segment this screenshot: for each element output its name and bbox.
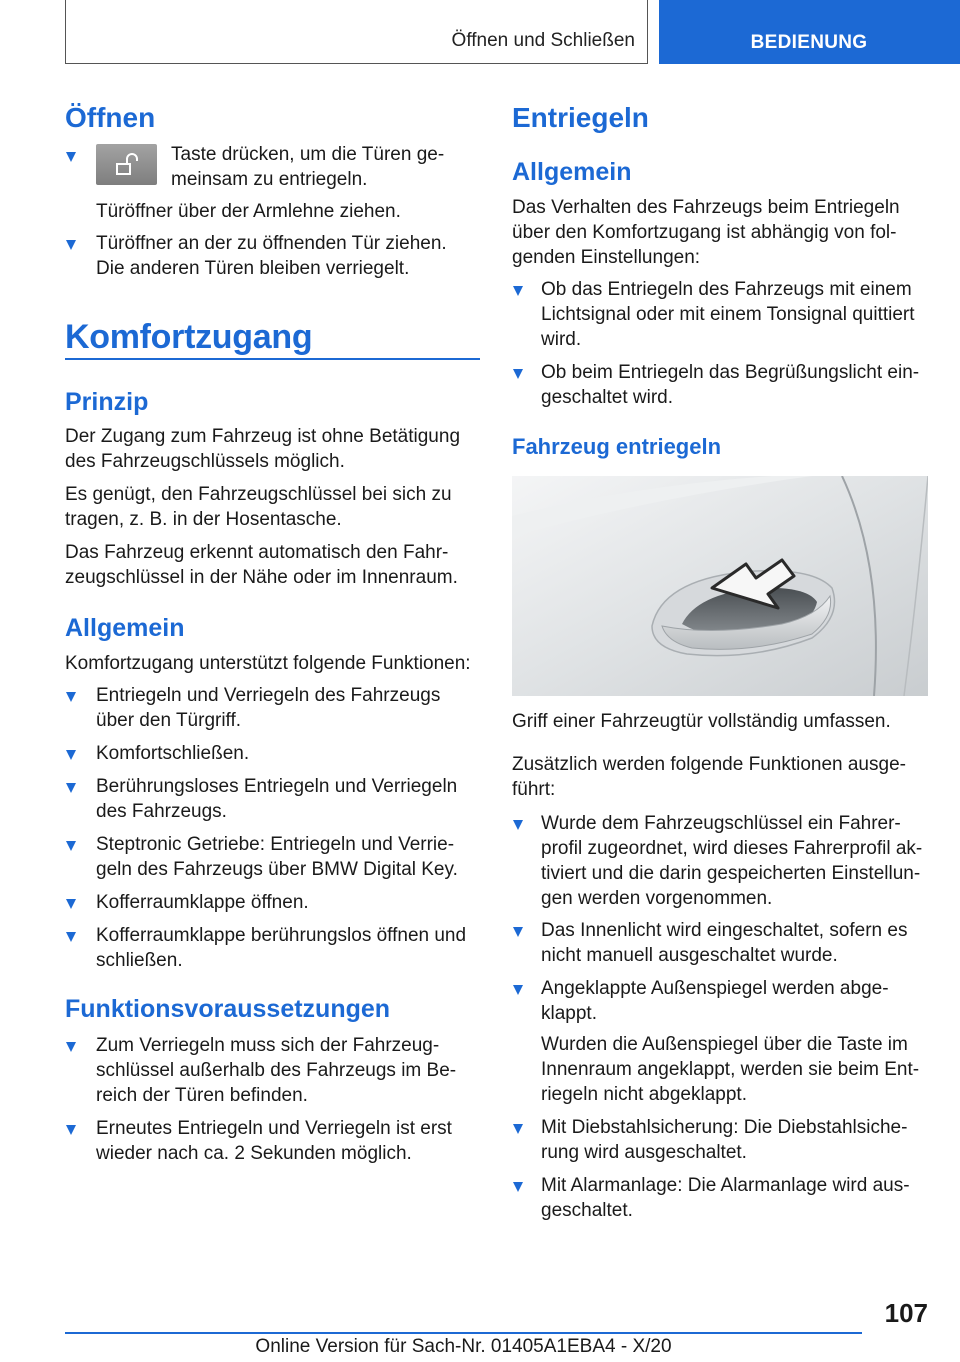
- list-item-text: Kofferraumklappe öffnen.: [96, 892, 309, 913]
- list-item-text: Wurde dem Fahrzeugschlüssel ein Fahrer-: [541, 813, 901, 834]
- bullet-icon: [513, 820, 523, 830]
- unlock-button-icon: [96, 144, 157, 185]
- bullet-icon: [66, 841, 76, 851]
- list-item-text: Komfortschließen.: [96, 743, 250, 764]
- list-item-text: gen werden vorgenommen.: [541, 888, 773, 909]
- header-chapter-box: [65, 0, 648, 64]
- door-handle-photo: [512, 476, 928, 696]
- list-item-text: riegeln nicht abgeklappt.: [541, 1084, 747, 1105]
- list-item-text: meinsam zu entriegeln.: [171, 169, 368, 190]
- list-item-text: des Fahrzeugs.: [96, 801, 227, 822]
- footer-version-text: Online Version für Sach-Nr. 01405A1EBA4 - X/20: [255, 1336, 672, 1357]
- list-item-text: Entriegeln und Verriegeln des Fahrzeugs: [96, 685, 441, 706]
- paragraph-line: Es genügt, den Fahrzeugschlüssel bei sich zu: [65, 484, 452, 505]
- list-item-text: über den Türgriff.: [96, 710, 242, 731]
- header-section-tab: [659, 0, 960, 64]
- bullet-icon: [513, 927, 523, 937]
- bullet-icon: [66, 1042, 76, 1052]
- bullet-icon: [513, 369, 523, 379]
- paragraph: Türöffner über der Armlehne ziehen.: [96, 201, 401, 222]
- paragraph-line: tragen, z. B. in der Hosentasche.: [65, 509, 342, 530]
- list-item-text: Taste drücken, um die Türen ge-: [171, 144, 445, 165]
- list-item-text: rung wird ausgeschaltet.: [541, 1142, 747, 1163]
- heading-rule: [65, 358, 480, 360]
- list-item-text: Ob beim Entriegeln das Begrüßungslicht ein-: [541, 362, 920, 383]
- list-item-text: Erneutes Entriegeln und Verriegeln ist erst: [96, 1118, 452, 1139]
- paragraph-line: des Fahrzeugschlüssels möglich.: [65, 451, 345, 472]
- list-item-text: Kofferraumklappe berührungslos öffnen und: [96, 925, 467, 946]
- list-item-text: Das Innenlicht wird eingeschaltet, sofern es: [541, 920, 908, 941]
- list-item-text: geschaltet.: [541, 1200, 633, 1221]
- heading-komfortzugang: Komfortzugang: [65, 318, 313, 356]
- list-item-text: Mit Alarmanlage: Die Alarmanlage wird aus-: [541, 1175, 910, 1196]
- list-item-text: Mit Diebstahlsicherung: Die Diebstahlsiche-: [541, 1117, 908, 1138]
- paragraph-line: Das Verhalten des Fahrzeugs beim Entriegeln: [512, 197, 900, 218]
- bullet-icon: [66, 1125, 76, 1135]
- list-item-text: Innenraum angeklappt, werden sie beim Ent-: [541, 1059, 920, 1080]
- header-section-title: BEDIENUNG: [750, 32, 868, 53]
- paragraph-line: Zusätzlich werden folgende Funktionen ausge-: [512, 754, 906, 775]
- heading-oeffnen: Öffnen: [65, 102, 156, 133]
- paragraph-line: führt:: [512, 779, 556, 800]
- list-item-text: Ob das Entriegeln des Fahrzeugs mit einem: [541, 279, 912, 300]
- bullet-icon: [66, 750, 76, 760]
- bullet-icon: [513, 1124, 523, 1134]
- list-item-text: klappt.: [541, 1003, 597, 1024]
- heading-entriegeln: Entriegeln: [512, 102, 649, 133]
- paragraph-line: genden Einstellungen:: [512, 247, 701, 268]
- figure-caption: Griff einer Fahrzeugtür vollständig umfassen.: [512, 711, 891, 732]
- paragraph-line: Das Fahrzeug erkennt automatisch den Fahr-: [65, 542, 449, 563]
- bullet-icon: [66, 899, 76, 909]
- paragraph-line: über den Komfortzugang ist abhängig von fol-: [512, 222, 897, 243]
- paragraph: Komfortzugang unterstützt folgende Funktionen:: [65, 653, 471, 674]
- list-item-text: schlüssel außerhalb des Fahrzeugs im Be-: [96, 1060, 457, 1081]
- bullet-icon: [66, 783, 76, 793]
- list-item-text: tiviert und die darin gespeicherten Einstellun-: [541, 863, 921, 884]
- door-handle-illustration: [512, 476, 928, 696]
- list-item-text: Wurden die Außenspiegel über die Taste im: [541, 1034, 908, 1055]
- bullet-icon: [513, 286, 523, 296]
- bullet-icon: [66, 692, 76, 702]
- heading-prinzip: Prinzip: [65, 388, 149, 416]
- list-item-text: Die anderen Türen bleiben verriegelt.: [96, 258, 410, 279]
- unlock-icon: [96, 144, 157, 185]
- list-item-text: Angeklappte Außenspiegel werden abge-: [541, 978, 889, 999]
- bullet-icon: [513, 985, 523, 995]
- list-item-text: wieder nach ca. 2 Sekunden möglich.: [96, 1143, 412, 1164]
- list-item-text: Türöffner an der zu öffnenden Tür ziehen.: [96, 233, 447, 254]
- paragraph-line: Der Zugang zum Fahrzeug ist ohne Betätigung: [65, 426, 461, 447]
- header-chapter-title: Öffnen und Schließen: [451, 30, 635, 51]
- heading-fahrzeug-entriegeln: Fahrzeug entriegeln: [512, 434, 722, 459]
- heading-allgemein-right: Allgemein: [512, 158, 632, 186]
- paragraph-line: zeugschlüssel in der Nähe oder im Innenraum.: [65, 567, 458, 588]
- bullet-icon: [66, 932, 76, 942]
- list-item-text: geschaltet wird.: [541, 387, 674, 408]
- list-item-text: schließen.: [96, 950, 183, 971]
- bullet-icon: [513, 1182, 523, 1192]
- list-item-text: geln des Fahrzeugs über BMW Digital Key.: [96, 859, 458, 880]
- heading-funktionsvoraussetzungen: Funktionsvoraussetzungen: [65, 995, 391, 1023]
- bullet-icon: [66, 240, 76, 250]
- list-item-text: profil zugeordnet, wird dieses Fahrerprofil ak-: [541, 838, 923, 859]
- list-item-text: Steptronic Getriebe: Entriegeln und Verrie-: [96, 834, 455, 855]
- heading-allgemein: Allgemein: [65, 614, 185, 642]
- list-item-text: nicht manuell ausgeschaltet wurde.: [541, 945, 838, 966]
- list-item-text: Lichtsignal oder mit einem Tonsignal quittiert: [541, 304, 915, 325]
- list-item-text: Zum Verriegeln muss sich der Fahrzeug-: [96, 1035, 440, 1056]
- bullet-icon: [66, 152, 76, 162]
- page-number: 107: [884, 1298, 928, 1328]
- list-item-text: Berührungsloses Entriegeln und Verriegeln: [96, 776, 458, 797]
- footer-rule: [65, 1332, 862, 1334]
- list-item-text: reich der Türen befinden.: [96, 1085, 308, 1106]
- list-item-text: wird.: [541, 329, 582, 350]
